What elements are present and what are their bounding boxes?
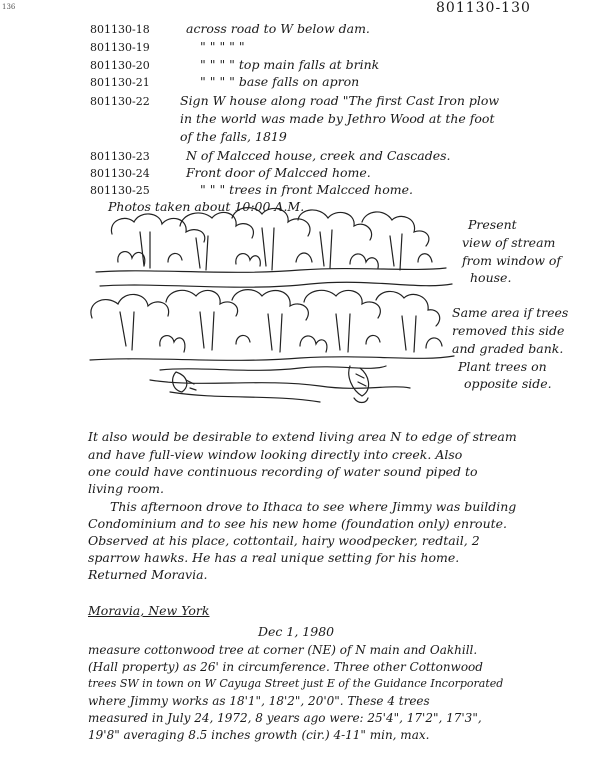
entry-number: 801130-24 <box>90 167 150 180</box>
paragraph-line: sparrow hawks. He has a real unique setting for his home. <box>88 550 460 565</box>
sketch-note-bottom: Plant trees on <box>458 359 547 374</box>
entry-text: N of Malcced house, creek and Cascades. <box>186 148 451 163</box>
paragraph-line: 19'8" averaging 8.5 inches growth (cir.) 4-11" min, max. <box>88 728 430 742</box>
paragraph-line: measured in July 24, 1972, 8 years ago were: 25'4", 17'2", 17'3", <box>88 711 482 725</box>
sketch-note-bottom: and graded bank. <box>452 341 564 356</box>
entry-text: of the falls, 1819 <box>180 129 287 144</box>
entry-text: " " " " " <box>200 39 245 54</box>
sketch-note-bottom: opposite side. <box>464 376 552 391</box>
sketch-note-top: from window of <box>462 253 562 268</box>
entry-number: 801130-25 <box>90 184 150 197</box>
paragraph-line: Condominium and to see his new home (foundation only) enroute. <box>88 516 508 531</box>
corner-mark: 136 <box>2 3 16 11</box>
entry-number: 801130-18 <box>90 23 150 36</box>
entry-text: in the world was made by Jethro Wood at the foot <box>180 111 495 126</box>
page-number: 801130-130 <box>436 0 531 16</box>
sketch-note-top: house. <box>470 270 512 285</box>
paragraph-line: trees SW in town on W Cayuga Street just E of the Guidance Incorporated <box>88 677 504 690</box>
entry-text: " " " trees in front Malcced home. <box>200 182 413 197</box>
entry-text: Sign W house along road "The first Cast Iron plow <box>180 93 500 108</box>
entry-date: Dec 1, 1980 <box>258 624 335 639</box>
paragraph-line: It also would be desirable to extend living area N to edge of stream <box>88 429 517 444</box>
entry-number: 801130-20 <box>90 59 150 72</box>
entry-number: 801130-23 <box>90 150 150 163</box>
paragraph-line: (Hall property) as 26' in circumference. Three other Cottonwood <box>88 660 483 674</box>
paragraph-line: where Jimmy works as 18'1", 18'2", 20'0". These 4 trees <box>88 694 430 708</box>
location-heading: Moravia, New York <box>88 603 210 618</box>
sketch-note-bottom: Same area if trees <box>452 305 569 320</box>
paragraph-line: measure cottonwood tree at corner (NE) of N main and Oakhill. <box>88 643 478 657</box>
paragraph-line: and have full-view window looking directly into creek. Also <box>88 447 463 462</box>
entry-text: across road to W below dam. <box>186 21 370 36</box>
paragraph-line: This afternoon drove to Ithaca to see where Jimmy was building <box>110 499 517 514</box>
entry-text: " " " " base falls on apron <box>200 74 360 89</box>
paragraph-line: Returned Moravia. <box>88 567 208 582</box>
paragraph-line: Observed at his place, cottontail, hairy woodpecker, redtail, 2 <box>88 533 480 548</box>
paragraph-line: one could have continuous recording of water sound piped to <box>88 464 478 479</box>
entry-number: 801130-19 <box>90 41 150 54</box>
photos-note: Photos taken about 10:00 A.M. <box>108 199 305 214</box>
sketch-note-top: Present <box>468 217 517 232</box>
entry-text: Front door of Malcced home. <box>186 165 371 180</box>
paragraph-line: living room. <box>88 481 164 496</box>
sketch-note-bottom: removed this side <box>452 323 565 338</box>
entry-number: 801130-21 <box>90 76 150 89</box>
entry-number: 801130-22 <box>90 95 150 108</box>
sketch-note-top: view of stream <box>462 235 556 250</box>
entry-text: " " " " top main falls at brink <box>200 57 380 72</box>
